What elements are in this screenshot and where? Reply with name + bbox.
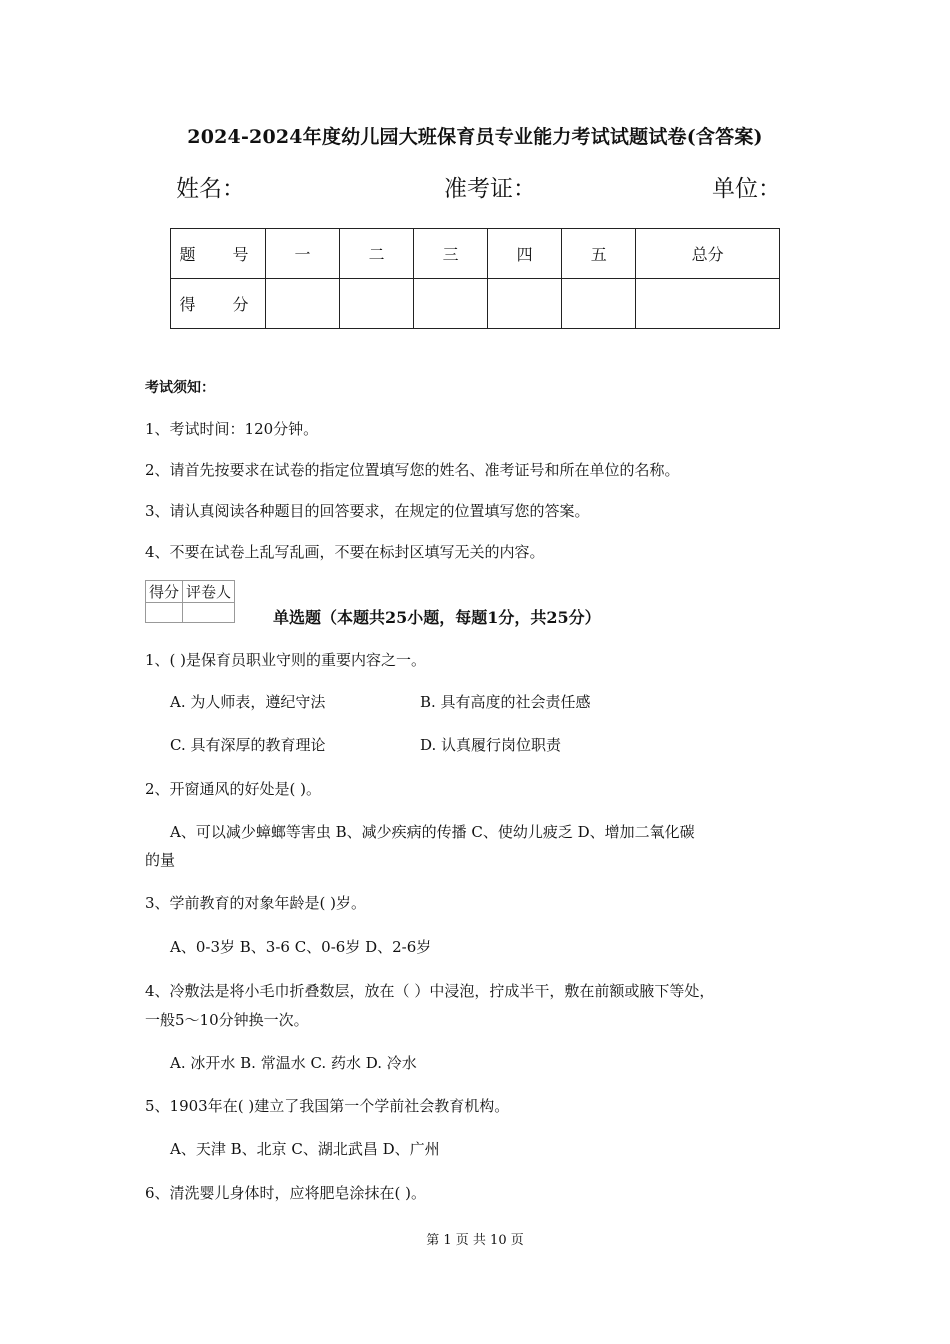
q1-option-c: C. 具有深厚的教育理论	[170, 736, 326, 754]
notice-item-1: 1、考试时间：120分钟。	[145, 420, 319, 438]
question-number-label: 题 号	[171, 229, 266, 279]
section-5-header: 五	[562, 229, 636, 279]
q2-options: A、可以减少蟑螂等害虫 B、减少疾病的传播 C、使幼儿疲乏 D、增加二氧化碳	[170, 823, 695, 841]
score-cell-5	[562, 279, 636, 329]
grader-box	[145, 580, 235, 623]
q3-stem: 3、学前教育的对象年龄是( )岁。	[145, 894, 367, 912]
score-table	[170, 228, 780, 329]
score-label: 得 分	[171, 279, 266, 329]
score-table-header-row	[171, 229, 780, 279]
section-4-header: 四	[488, 229, 562, 279]
q4-stem: 4、冷敷法是将小毛巾折叠数层，放在（ ）中浸泡，拧成半干，敷在前额或腋下等处，	[145, 982, 715, 1000]
score-cell-2	[340, 279, 414, 329]
notice-item-2: 2、请首先按要求在试卷的指定位置填写您的姓名、准考证号和所在单位的名称。	[145, 461, 680, 479]
score-cell-1	[266, 279, 340, 329]
q1-stem: 1、( )是保育员职业守则的重要内容之一。	[145, 651, 427, 669]
notice-item-4: 4、不要在试卷上乱写乱画，不要在标封区填写无关的内容。	[145, 543, 545, 561]
q4-options: A. 冰开水 B. 常温水 C. 药水 D. 冷水	[170, 1054, 417, 1072]
document-title: 2024-2024年度幼儿园大班保育员专业能力考试试题试卷(含答案)	[187, 126, 763, 148]
total-header: 总分	[636, 229, 780, 279]
q4-stem-continued: 一般5～10分钟换一次。	[145, 1011, 309, 1029]
q2-stem: 2、开窗通风的好处是( )。	[145, 780, 322, 798]
q5-stem: 5、1903年在( )建立了我国第一个学前社会教育机构。	[145, 1097, 510, 1115]
score-cell-total	[636, 279, 780, 329]
q1-option-b: B. 具有高度的社会责任感	[420, 693, 591, 711]
q5-options: A、天津 B、北京 C、湖北武昌 D、广州	[170, 1140, 440, 1158]
q2-options-continued: 的量	[145, 851, 176, 869]
notice-title: 考试须知：	[145, 380, 215, 396]
grader-name-label: 评卷人	[183, 581, 235, 603]
grader-score-cell	[146, 603, 183, 623]
q1-option-d: D. 认真履行岗位职责	[420, 736, 562, 754]
page-footer: 第 1 页 共 10 页	[426, 1233, 524, 1248]
notice-item-3: 3、请认真阅读各种题目的回答要求，在规定的位置填写您的答案。	[145, 502, 590, 520]
section-1-header: 一	[266, 229, 340, 279]
section-2-header: 二	[340, 229, 414, 279]
score-cell-4	[488, 279, 562, 329]
exam-id-field-label: 准考证：	[444, 176, 536, 202]
section-title: 单选题（本题共25小题，每题1分，共25分）	[273, 608, 601, 627]
name-field-label: 姓名：	[176, 176, 245, 202]
grader-name-cell	[183, 603, 235, 623]
q1-option-a: A. 为人师表，遵纪守法	[170, 693, 326, 711]
score-cell-3	[414, 279, 488, 329]
grader-score-label: 得分	[146, 581, 183, 603]
score-table-score-row	[171, 279, 780, 329]
section-3-header: 三	[414, 229, 488, 279]
q6-stem: 6、清洗婴儿身体时，应将肥皂涂抹在( )。	[145, 1184, 427, 1202]
q3-options: A、0-3岁 B、3-6 C、0-6岁 D、2-6岁	[170, 938, 432, 956]
unit-field-label: 单位：	[712, 176, 781, 202]
